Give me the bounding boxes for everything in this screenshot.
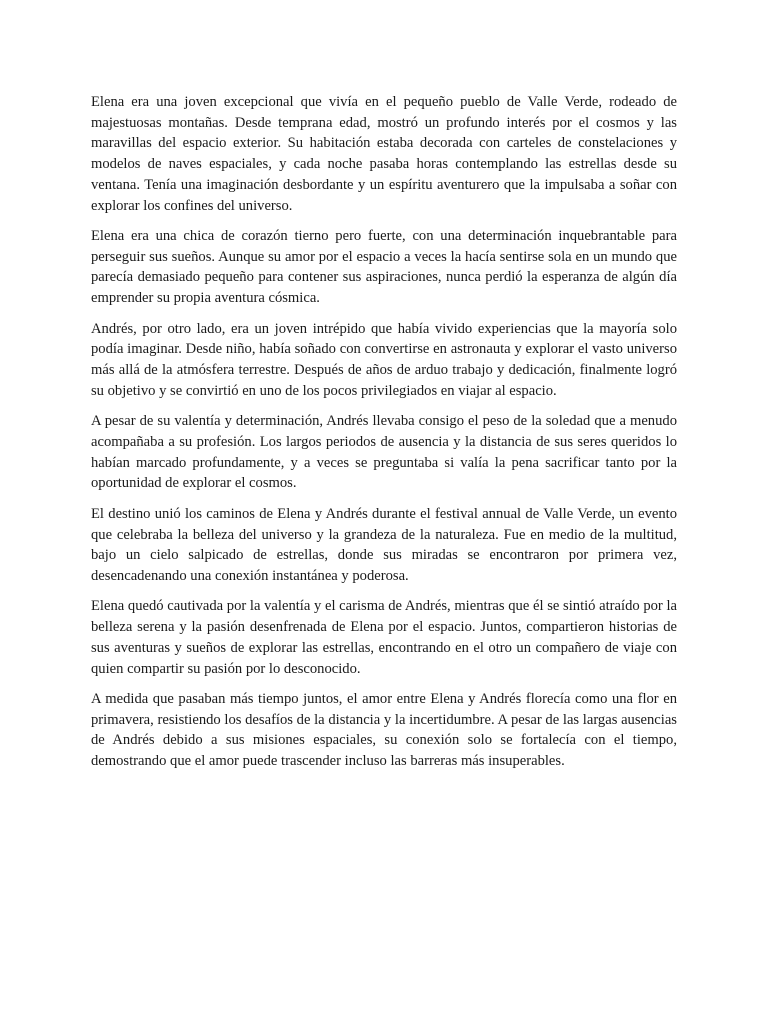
paragraph-2: Elena era una chica de corazón tierno pero fuerte, con una determinación inquebrantable para perseguir sus sueños. Aunque su amor por el espacio a veces la hacía sentirse sola en un mundo que parecía demasiado pequeño para contener sus aspiraciones, nunca perdió la esperanza de algún día emprender su propia aventura cósmica. [91,228,677,307]
paragraph-4: A pesar de su valentía y determinación, Andrés llevaba consigo el peso de la soledad que a menudo acompañaba a su profesión. Los largos periodos de ausencia y la distancia de sus seres queridos lo habían marcado profundamente, y a veces se preguntaba si valía la pena sacrificar tanto por la oportunidad de explorar el cosmos. [91,413,677,492]
paragraph-3: Andrés, por otro lado, era un joven intrépido que había vivido experiencias que la mayoría solo podía imaginar. Desde niño, había soñado con convertirse en astronauta y explorar el vasto universo más allá de la atmósfera terrestre. Después de años de arduo trabajo y dedicación, finalmente logró su objetivo y se convirtió en uno de los pocos privilegiados en viajar al espacio. [91,320,677,399]
paragraph-1: Elena era una joven excepcional que vivía en el pequeño pueblo de Valle Verde, rodeado de majestuosas montañas. Desde temprana edad, mostró un profundo interés por el cosmos y las maravillas del espacio exterior. Su habitación estaba decorada con carteles de constelaciones y modelos de naves espaciales, y cada noche pasaba horas contemplando las estrellas desde su ventana. Tenía una imaginación desbordante y un espíritu aventurero que la impulsaba a soñar con explorar los confines del universo. [91,94,677,214]
paragraph-6: Elena quedó cautivada por la valentía y el carisma de Andrés, mientras que él se sintió atraído por la belleza serena y la pasión desenfrenada de Elena por el espacio. Juntos, compartieron historias de sus aventuras y sueños de explorar las estrellas, encontrando en el otro un compañero de viaje con quien compartir su pasión por lo desconocido. [91,598,677,677]
paragraph-7: A medida que pasaban más tiempo juntos, el amor entre Elena y Andrés florecía como una flor en primavera, resistiendo los desafíos de la distancia y la incertidumbre. A pesar de las largas ausencias de Andrés debido a sus misiones espaciales, su conexión solo se fortalecía con el tiempo, demostrando que el amor puede trascender incluso las barreras más insuperables. [91,691,677,770]
paragraph-5: El destino unió los caminos de Elena y Andrés durante el festival annual de Valle Verde, un evento que celebraba la belleza del universo y la grandeza de la naturaleza. Fue en medio de la multitud, bajo un cielo salpicado de estrellas, donde sus miradas se encontraron por primera vez, desencadenando una conexión instantánea y poderosa. [91,505,677,584]
document-body [91,92,677,782]
